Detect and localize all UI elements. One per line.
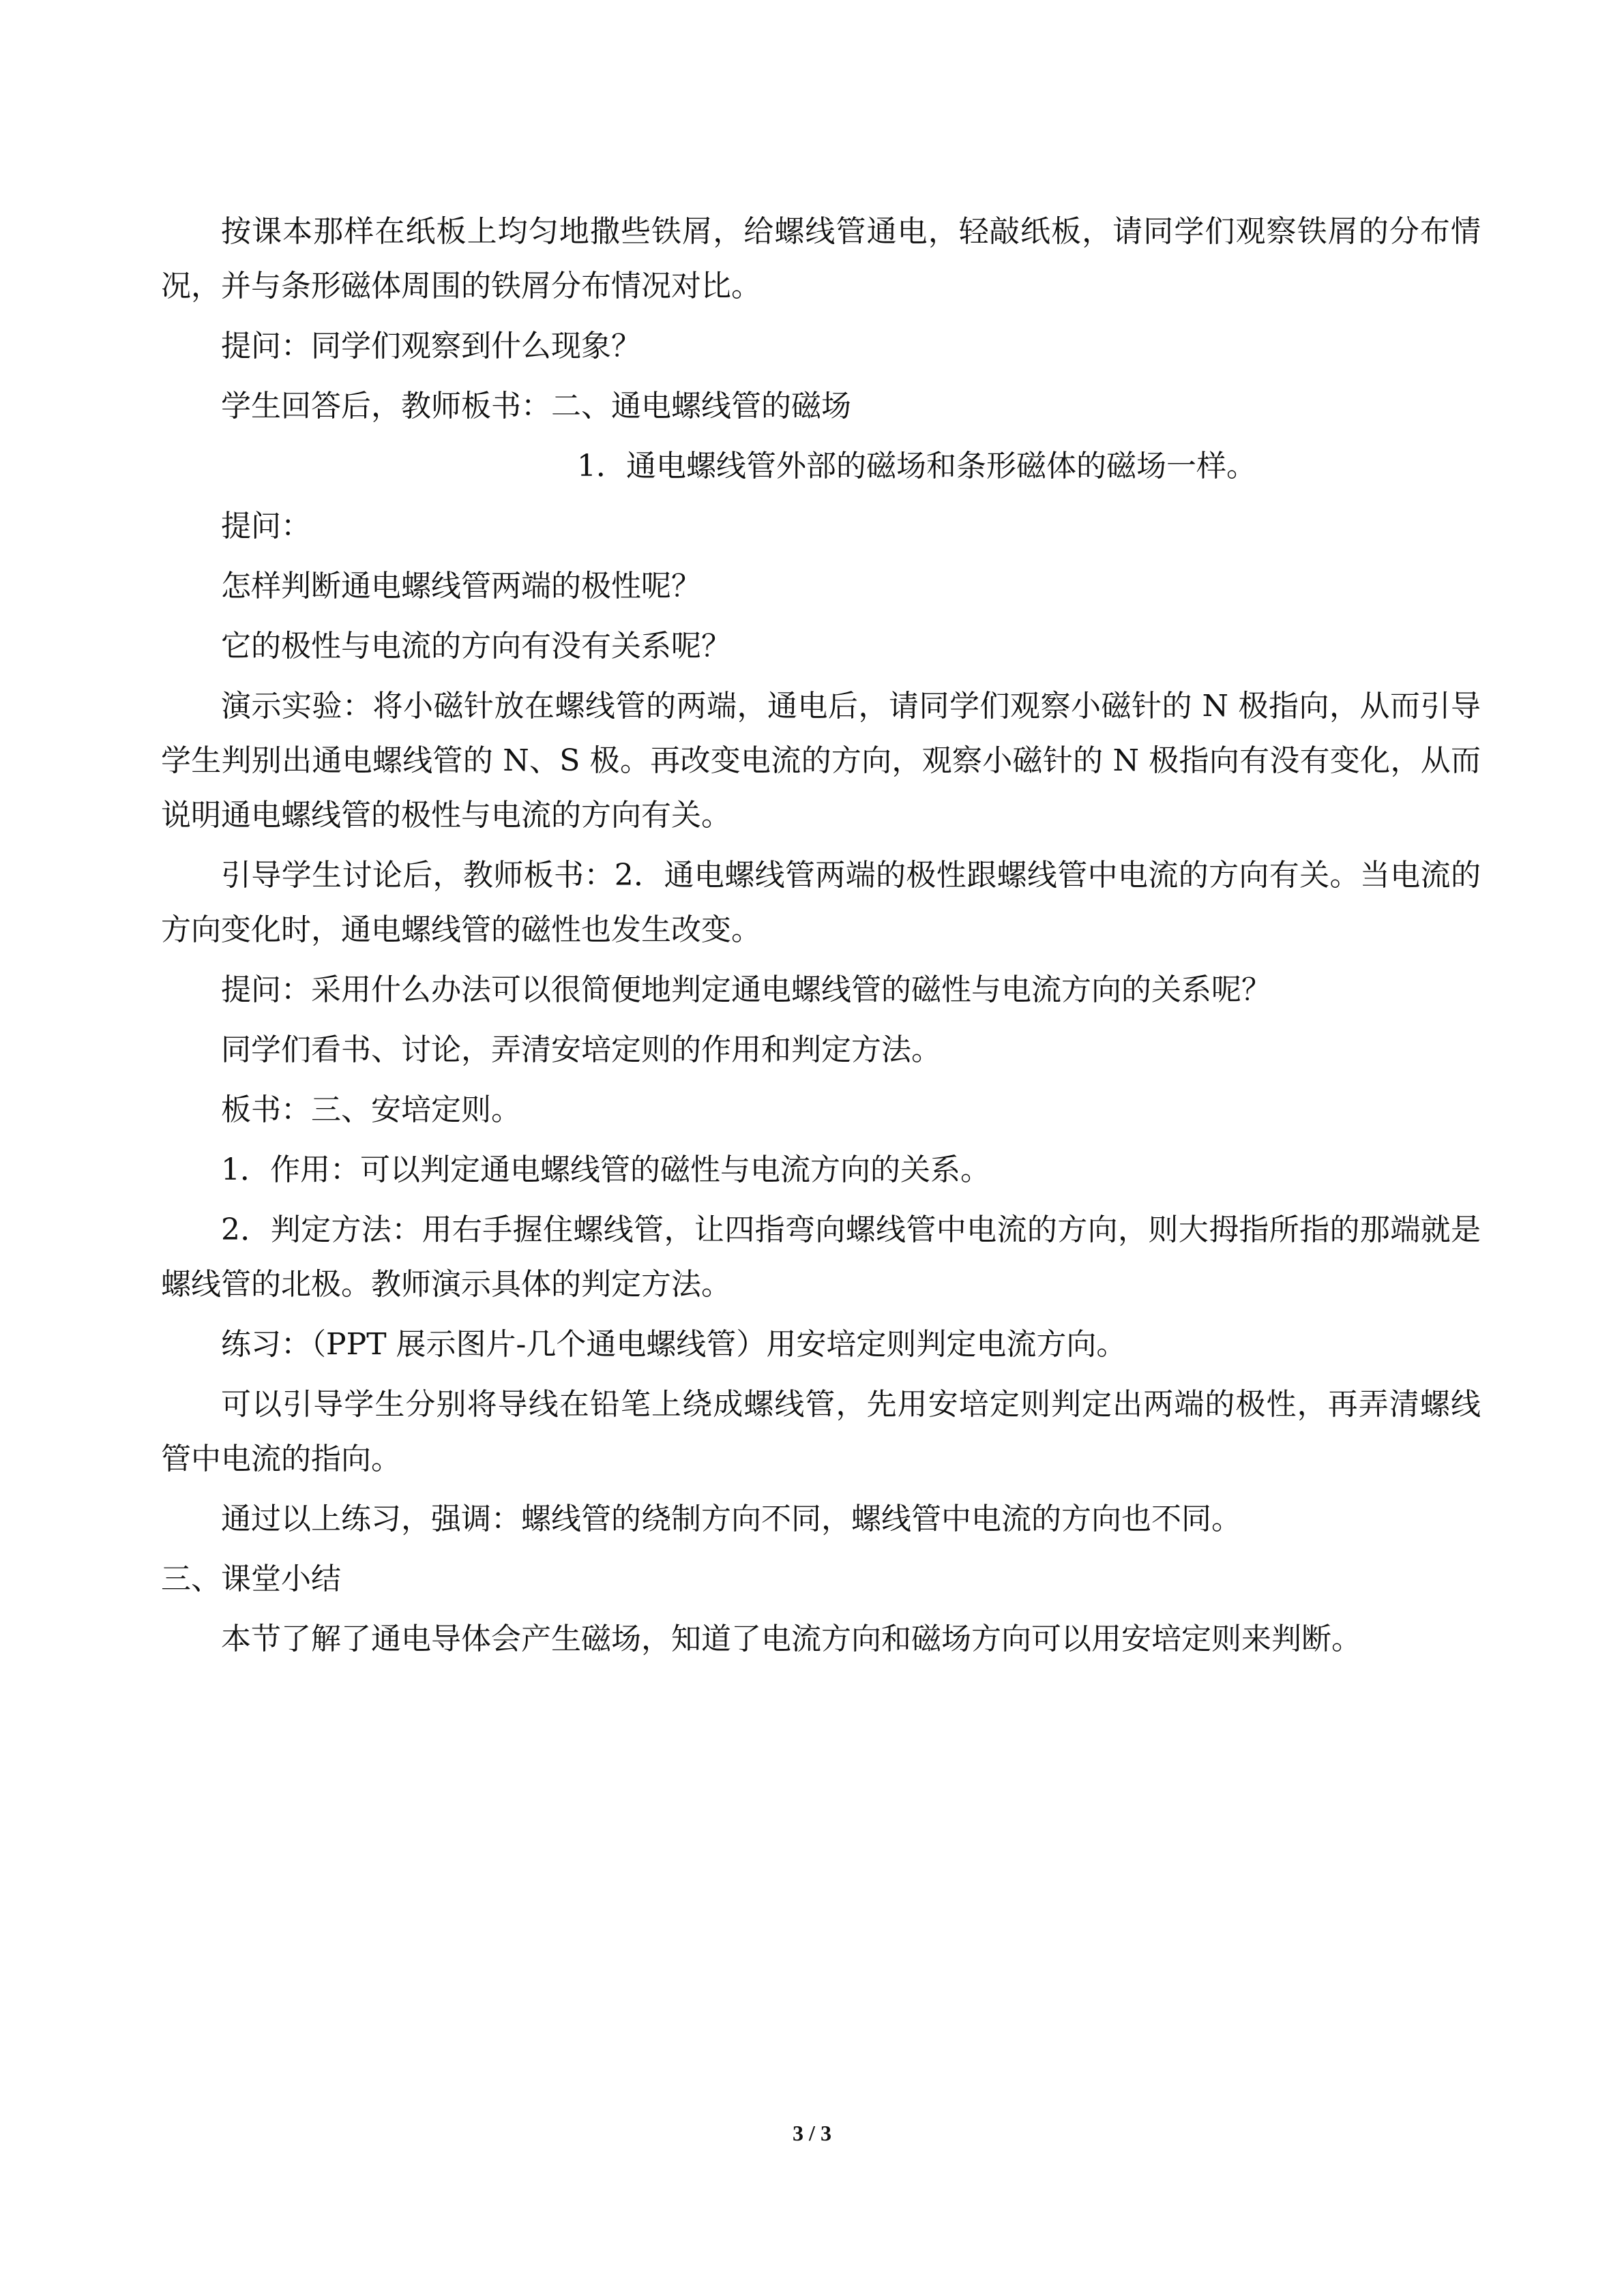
document-body [161, 205, 1481, 1672]
paragraph-demo-experiment: 演示实验：将小磁针放在螺线管的两端，通电后，请同学们观察小磁针的 N 极指向，从而引导学生判别出通电螺线管的 N、S 极。再改变电流的方向，观察小磁针的 N 极指向有没有变化，从而说明通电螺线管的极性与电流的方向有关。 [161, 689, 1481, 833]
paragraph-question-method: 提问：采用什么办法可以很简便地判定通电螺线管的磁性与电流方向的关系呢？ [221, 972, 1271, 1007]
paragraph-exercise: 练习：（PPT 展示图片-几个通电螺线管）用安培定则判定电流方向。 [221, 1327, 1127, 1362]
section-heading-summary: 三、课堂小结 [161, 1562, 341, 1596]
paragraph-question-current-relation: 它的极性与电流的方向有没有关系呢？ [221, 629, 731, 664]
paragraph-read-discuss: 同学们看书、讨论，弄清安培定则的作用和判定方法。 [221, 1032, 941, 1067]
paragraph-board-ampere-rule: 板书：三、安培定则。 [221, 1092, 521, 1127]
paragraph-summary: 本节了解了通电导体会产生磁场，知道了电流方向和磁场方向可以用安培定则来判断。 [221, 1622, 1361, 1656]
paragraph-board-point-1: 1．通电螺线管外部的磁场和条形磁体的磁场一样。 [577, 449, 1256, 483]
paragraph-question-phenomenon: 提问：同学们观察到什么现象？ [221, 329, 641, 363]
page-number: 3 / 3 [793, 2121, 831, 2145]
paragraph-board-point-2: 引导学生讨论后，教师板书：2．通电螺线管两端的极性跟螺线管中电流的方向有关。当电流的方向变化时，通电螺线管的磁性也发生改变。 [161, 858, 1481, 947]
paragraph-rule-method: 2．判定方法：用右手握住螺线管，让四指弯向螺线管中电流的方向，则大拇指所指的那端就是螺线管的北极。教师演示具体的判定方法。 [161, 1212, 1481, 1302]
paragraph-emphasis: 通过以上练习，强调：螺线管的绕制方向不同，螺线管中电流的方向也不同。 [221, 1502, 1241, 1536]
paragraph-pencil-activity: 可以引导学生分别将导线在铅笔上绕成螺线管，先用安培定则判定出两端的极性，再弄清螺线管中电流的指向。 [161, 1387, 1481, 1476]
paragraph-board-solenoid-field: 学生回答后，教师板书：二、通电螺线管的磁场 [221, 389, 851, 423]
paragraph-question-label: 提问： [221, 509, 311, 543]
paragraph-rule-function: 1．作用：可以判定通电螺线管的磁性与电流方向的关系。 [221, 1152, 990, 1187]
paragraph-iron-filings-experiment: 按课本那样在纸板上均匀地撒些铁屑，给螺线管通电，轻敲纸板，请同学们观察铁屑的分布情况，并与条形磁体周围的铁屑分布情况对比。 [161, 214, 1481, 303]
paragraph-question-polarity: 怎样判断通电螺线管两端的极性呢？ [221, 569, 701, 603]
